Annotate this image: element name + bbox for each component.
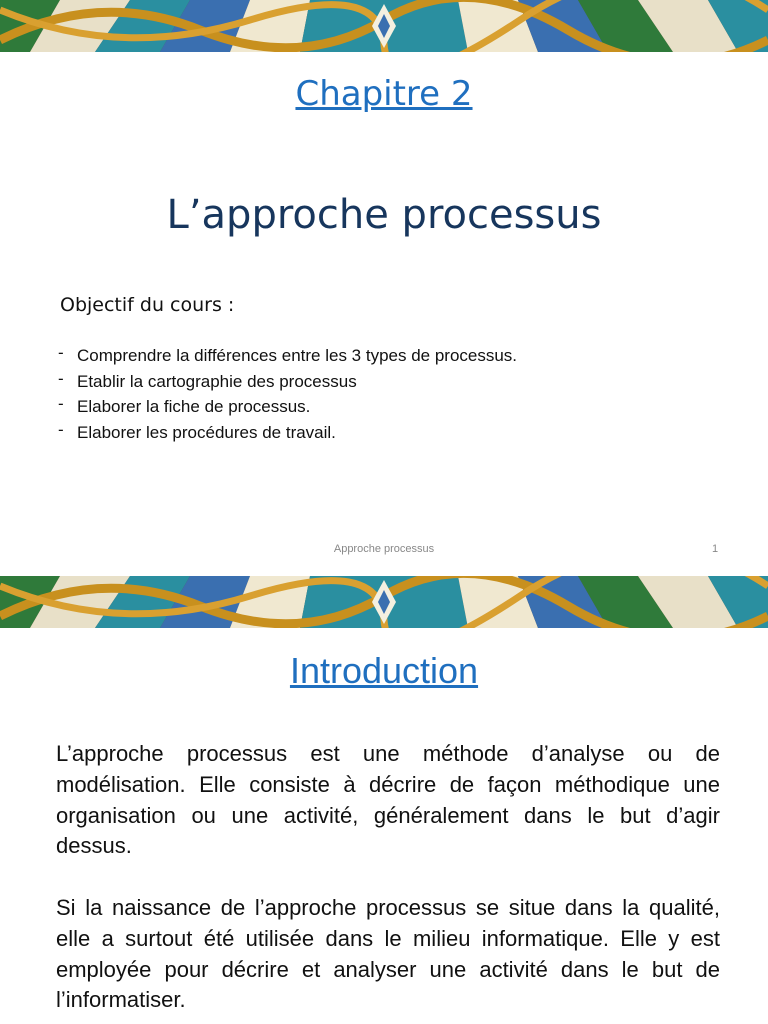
list-item-text: Elaborer les procédures de travail. <box>77 422 336 442</box>
dash-bullet-icon: - <box>58 419 64 439</box>
list-item <box>58 396 517 422</box>
dash-bullet-icon: - <box>58 368 64 388</box>
dash-bullet-icon: - <box>58 394 64 413</box>
list-item <box>58 368 517 397</box>
list-item <box>58 345 517 371</box>
page-number: 1 <box>712 543 719 555</box>
list-item-text: Etablir la cartographie des processus <box>77 371 357 391</box>
list-item <box>58 419 517 448</box>
objective-heading: Objectif du cours : <box>60 294 235 316</box>
mosaic-banner <box>0 0 768 52</box>
footer-title: Approche processus <box>333 543 435 555</box>
dash-bullet-icon: - <box>58 343 64 362</box>
objectives-list <box>58 345 517 447</box>
list-item-text: Elaborer la fiche de processus. <box>77 397 311 416</box>
slide-main-title: L’approche processus <box>166 192 602 238</box>
mosaic-banner <box>0 576 768 628</box>
intro-paragraph: L’approche processus est une méthode d’analyse ou de modélisation. Elle consiste à décrire de façon méthodique une organisation ou une activité, généralement dans le but d’agir dessus. <box>56 741 720 859</box>
chapter-title[interactable]: Chapitre 2 <box>295 74 473 114</box>
intro-paragraph: Si la naissance de l’approche processus se situe dans la qualité, elle a surtout été utilisée dans le milieu informatique. Elle y est employée pour décrire et analyser une activité dans le but de l’informatiser. <box>56 895 720 1013</box>
list-item-text: Comprendre la différences entre les 3 types de processus. <box>77 346 518 365</box>
slide-title[interactable]: Introduction <box>289 650 479 691</box>
slide-2 <box>0 576 768 1024</box>
